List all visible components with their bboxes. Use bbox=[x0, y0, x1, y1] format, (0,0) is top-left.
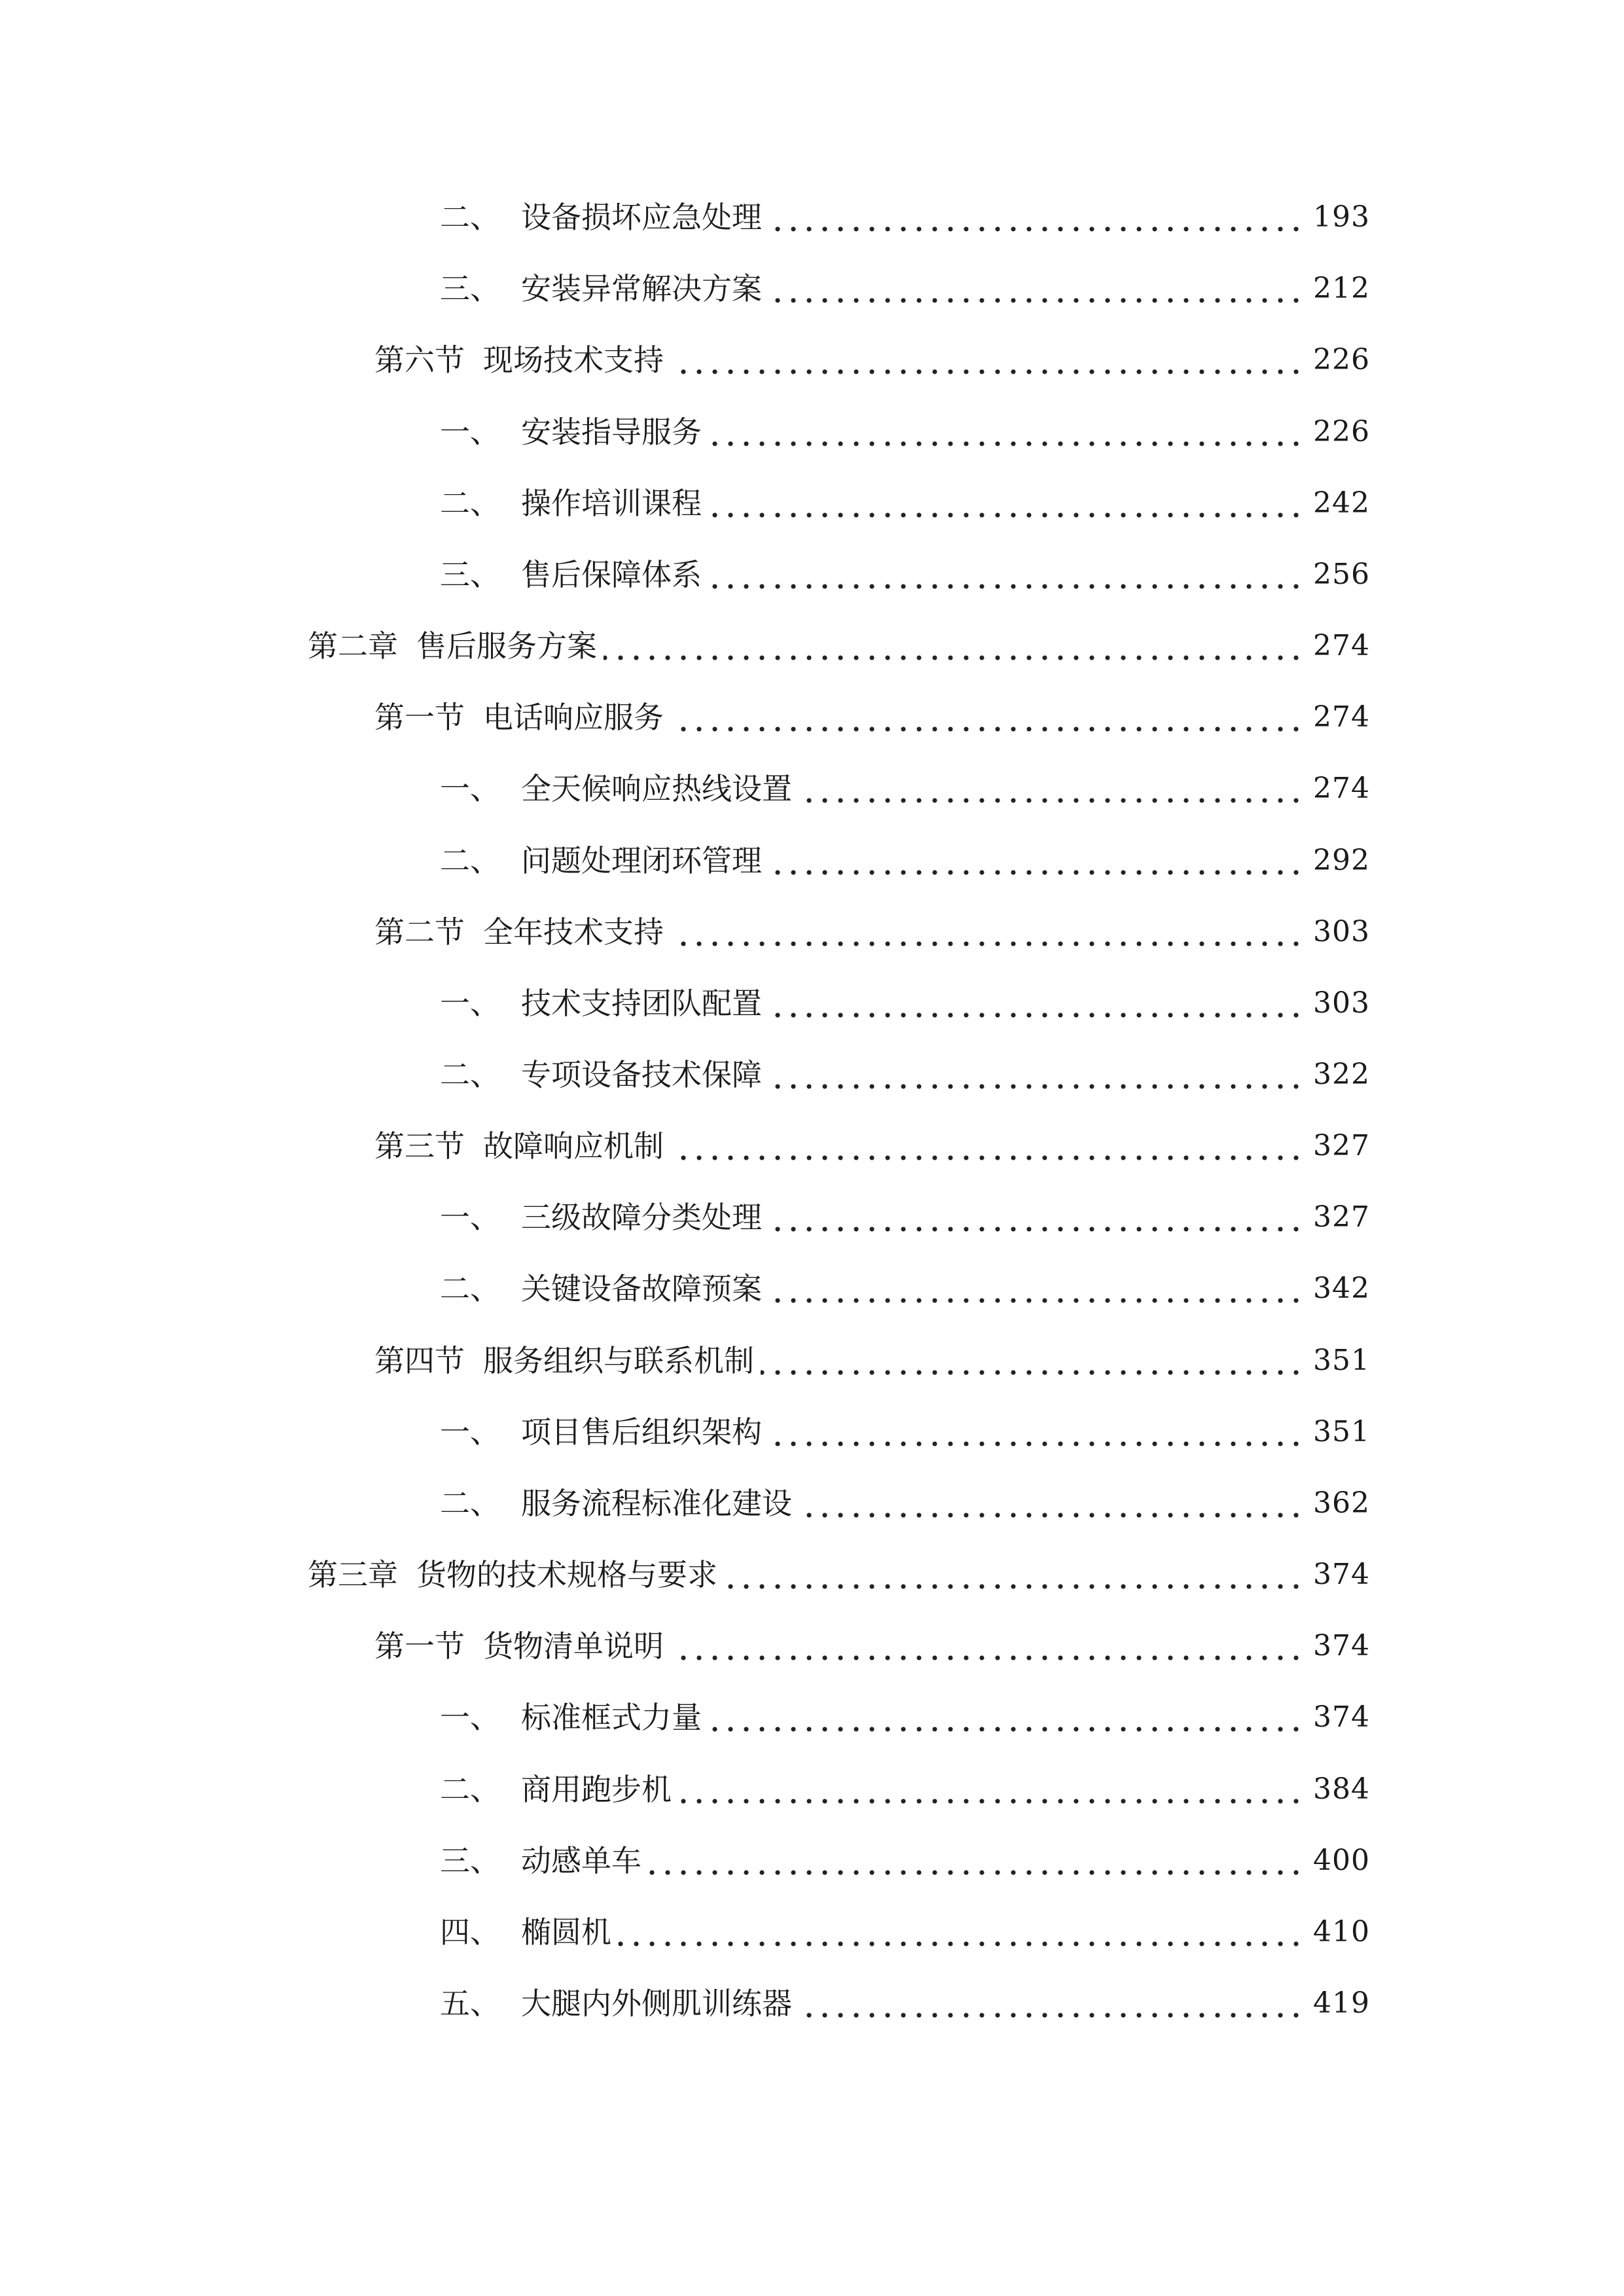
dot-leader bbox=[724, 1549, 1304, 1601]
dot-leader bbox=[604, 620, 1304, 672]
toc-entry-title: 售后保障体系 bbox=[521, 557, 702, 592]
toc-entry-page: 351 bbox=[1313, 1344, 1370, 1377]
toc-entry-number: 二、 bbox=[440, 1057, 500, 1092]
toc-entry-number: 四、 bbox=[440, 1914, 500, 1950]
dot-leader bbox=[768, 977, 1304, 1030]
toc-entry-title: 服务组织与联系机制 bbox=[483, 1343, 754, 1378]
toc-entry-page: 400 bbox=[1313, 1844, 1370, 1877]
toc-entry[interactable] bbox=[440, 1906, 1370, 1958]
dot-leader bbox=[768, 262, 1304, 315]
toc-entry-page: 274 bbox=[1313, 772, 1370, 805]
toc-entry-page: 303 bbox=[1313, 915, 1370, 948]
toc-entry[interactable] bbox=[374, 691, 1370, 744]
toc-entry-title: 安装异常解决方案 bbox=[521, 271, 762, 306]
dot-leader bbox=[768, 1263, 1304, 1315]
toc-entry[interactable] bbox=[440, 548, 1370, 601]
dot-leader bbox=[670, 906, 1304, 958]
dot-leader bbox=[670, 1120, 1304, 1172]
toc-entry-number: 二、 bbox=[440, 1486, 500, 1521]
dot-leader bbox=[678, 1763, 1304, 1816]
toc-entry[interactable] bbox=[440, 1406, 1370, 1458]
toc-entry-page: 374 bbox=[1313, 1700, 1370, 1734]
toc-entry[interactable] bbox=[308, 1549, 1370, 1601]
toc-entry[interactable] bbox=[374, 1335, 1370, 1387]
toc-entry[interactable] bbox=[440, 1763, 1370, 1816]
toc-entry-title: 大腿内外侧肌训练器 bbox=[521, 1986, 792, 2021]
dot-leader bbox=[799, 1477, 1304, 1530]
toc-entry-title: 专项设备技术保障 bbox=[521, 1057, 762, 1092]
toc-entry-page: 327 bbox=[1313, 1200, 1370, 1234]
dot-leader bbox=[708, 406, 1304, 458]
toc-entry-title: 三级故障分类处理 bbox=[521, 1200, 762, 1235]
toc-entry-title: 项目售后组织架构 bbox=[521, 1414, 762, 1450]
toc-entry[interactable] bbox=[440, 262, 1370, 315]
dot-leader bbox=[768, 1049, 1304, 1101]
toc-entry-number: 第四节 bbox=[374, 1343, 465, 1378]
toc-entry-page: 362 bbox=[1313, 1486, 1370, 1520]
dot-leader bbox=[708, 477, 1304, 529]
toc-entry-title: 现场技术支持 bbox=[483, 342, 664, 378]
toc-entry[interactable] bbox=[440, 977, 1370, 1030]
toc-entry-number: 二、 bbox=[440, 200, 500, 235]
toc-entry-page: 292 bbox=[1313, 844, 1370, 877]
toc-entry[interactable] bbox=[374, 1120, 1370, 1172]
toc-entry-page: 274 bbox=[1313, 700, 1370, 734]
toc-entry-page: 419 bbox=[1313, 1986, 1370, 2020]
toc-entry-number: 二、 bbox=[440, 1772, 500, 1807]
toc-entry-title: 全年技术支持 bbox=[483, 914, 664, 950]
toc-entry[interactable] bbox=[440, 191, 1370, 243]
toc-entry-title: 问题处理闭环管理 bbox=[521, 843, 762, 878]
toc-entry-number: 第三节 bbox=[374, 1128, 465, 1164]
toc-entry[interactable] bbox=[440, 1191, 1370, 1244]
dot-leader bbox=[768, 1191, 1304, 1244]
toc-entry-title: 标准框式力量 bbox=[521, 1700, 702, 1735]
toc-entry-title: 椭圆机 bbox=[521, 1914, 611, 1950]
dot-leader bbox=[670, 334, 1304, 386]
toc-entry-title: 设备损坏应急处理 bbox=[521, 200, 762, 235]
toc-entry-page: 327 bbox=[1313, 1129, 1370, 1162]
toc-entry-page: 256 bbox=[1313, 558, 1370, 591]
toc-entry-title: 全天候响应热线设置 bbox=[521, 771, 792, 806]
toc-entry-page: 303 bbox=[1313, 986, 1370, 1020]
toc-entry-page: 242 bbox=[1313, 486, 1370, 520]
toc-entry[interactable] bbox=[374, 334, 1370, 386]
toc-entry-page: 212 bbox=[1313, 272, 1370, 305]
toc-entry-number: 三、 bbox=[440, 1843, 500, 1878]
toc-entry[interactable] bbox=[374, 1620, 1370, 1672]
dot-leader bbox=[768, 834, 1304, 887]
toc-entry[interactable] bbox=[440, 1977, 1370, 2030]
dot-leader bbox=[708, 1691, 1304, 1744]
toc-entry[interactable] bbox=[374, 906, 1370, 958]
toc-entry-number: 一、 bbox=[440, 414, 500, 450]
toc-entry-title: 动感单车 bbox=[521, 1843, 641, 1878]
toc-entry-number: 一、 bbox=[440, 1414, 500, 1450]
toc-entry-page: 322 bbox=[1313, 1058, 1370, 1091]
toc-entry-number: 一、 bbox=[440, 771, 500, 806]
toc-entry-page: 274 bbox=[1313, 629, 1370, 662]
toc-entry[interactable] bbox=[440, 1477, 1370, 1530]
dot-leader bbox=[618, 1906, 1304, 1958]
toc-entry-page: 193 bbox=[1313, 200, 1370, 234]
dot-leader bbox=[799, 1977, 1304, 2030]
toc-entry-number: 三、 bbox=[440, 271, 500, 306]
dot-leader bbox=[799, 762, 1304, 815]
toc-entry-title: 安装指导服务 bbox=[521, 414, 702, 450]
toc-entry-title: 关键设备故障预案 bbox=[521, 1271, 762, 1306]
dot-leader bbox=[670, 1620, 1304, 1672]
toc-entry-number: 一、 bbox=[440, 986, 500, 1021]
toc-entry[interactable] bbox=[308, 620, 1370, 672]
toc-entry-page: 226 bbox=[1313, 415, 1370, 448]
toc-entry-number: 第一节 bbox=[374, 700, 465, 735]
dot-leader bbox=[768, 191, 1304, 243]
toc-entry[interactable] bbox=[440, 477, 1370, 529]
toc-entry-title: 货物的技术规格与要求 bbox=[416, 1557, 717, 1592]
toc-entry[interactable] bbox=[440, 1049, 1370, 1101]
toc-entry-number: 第二章 bbox=[308, 628, 398, 664]
toc-entry[interactable] bbox=[440, 406, 1370, 458]
toc-entry-number: 第二节 bbox=[374, 914, 465, 950]
toc-entry-page: 226 bbox=[1313, 343, 1370, 376]
toc-entry-title: 操作培训课程 bbox=[521, 486, 702, 521]
toc-entry-number: 二、 bbox=[440, 486, 500, 521]
toc-entry[interactable] bbox=[440, 1263, 1370, 1315]
toc-entry-title: 电话响应服务 bbox=[483, 700, 664, 735]
toc-entry-title: 售后服务方案 bbox=[416, 628, 597, 664]
toc-entry-title: 服务流程标准化建设 bbox=[521, 1486, 792, 1521]
toc-entry-number: 五、 bbox=[440, 1986, 500, 2021]
toc-entry[interactable] bbox=[440, 834, 1370, 887]
toc-entry-page: 342 bbox=[1313, 1272, 1370, 1305]
toc-entry-number: 第一节 bbox=[374, 1628, 465, 1664]
toc-entry[interactable] bbox=[440, 1835, 1370, 1887]
toc-entry-title: 技术支持团队配置 bbox=[521, 986, 762, 1021]
toc-entry-page: 374 bbox=[1313, 1558, 1370, 1591]
toc-entry-number: 二、 bbox=[440, 843, 500, 878]
toc-entry-title: 故障响应机制 bbox=[483, 1128, 664, 1164]
toc-entry-page: 410 bbox=[1313, 1915, 1370, 1948]
dot-leader bbox=[761, 1335, 1304, 1387]
toc-entry-number: 二、 bbox=[440, 1271, 500, 1306]
toc-entry-page: 374 bbox=[1313, 1629, 1370, 1662]
dot-leader bbox=[708, 548, 1304, 601]
toc-entry-title: 货物清单说明 bbox=[483, 1628, 664, 1664]
dot-leader bbox=[670, 691, 1304, 744]
dot-leader bbox=[648, 1835, 1304, 1887]
toc-entry-number: 一、 bbox=[440, 1700, 500, 1735]
toc-entry-title: 商用跑步机 bbox=[521, 1772, 672, 1807]
toc-entry-page: 384 bbox=[1313, 1772, 1370, 1806]
toc-entry-number: 第三章 bbox=[308, 1557, 398, 1592]
dot-leader bbox=[768, 1406, 1304, 1458]
toc-entry[interactable] bbox=[440, 762, 1370, 815]
toc-entry-number: 三、 bbox=[440, 557, 500, 592]
toc-entry-number: 第六节 bbox=[374, 342, 465, 378]
toc-entry[interactable] bbox=[440, 1691, 1370, 1744]
toc-entry-number: 一、 bbox=[440, 1200, 500, 1235]
toc-entry-page: 351 bbox=[1313, 1415, 1370, 1448]
